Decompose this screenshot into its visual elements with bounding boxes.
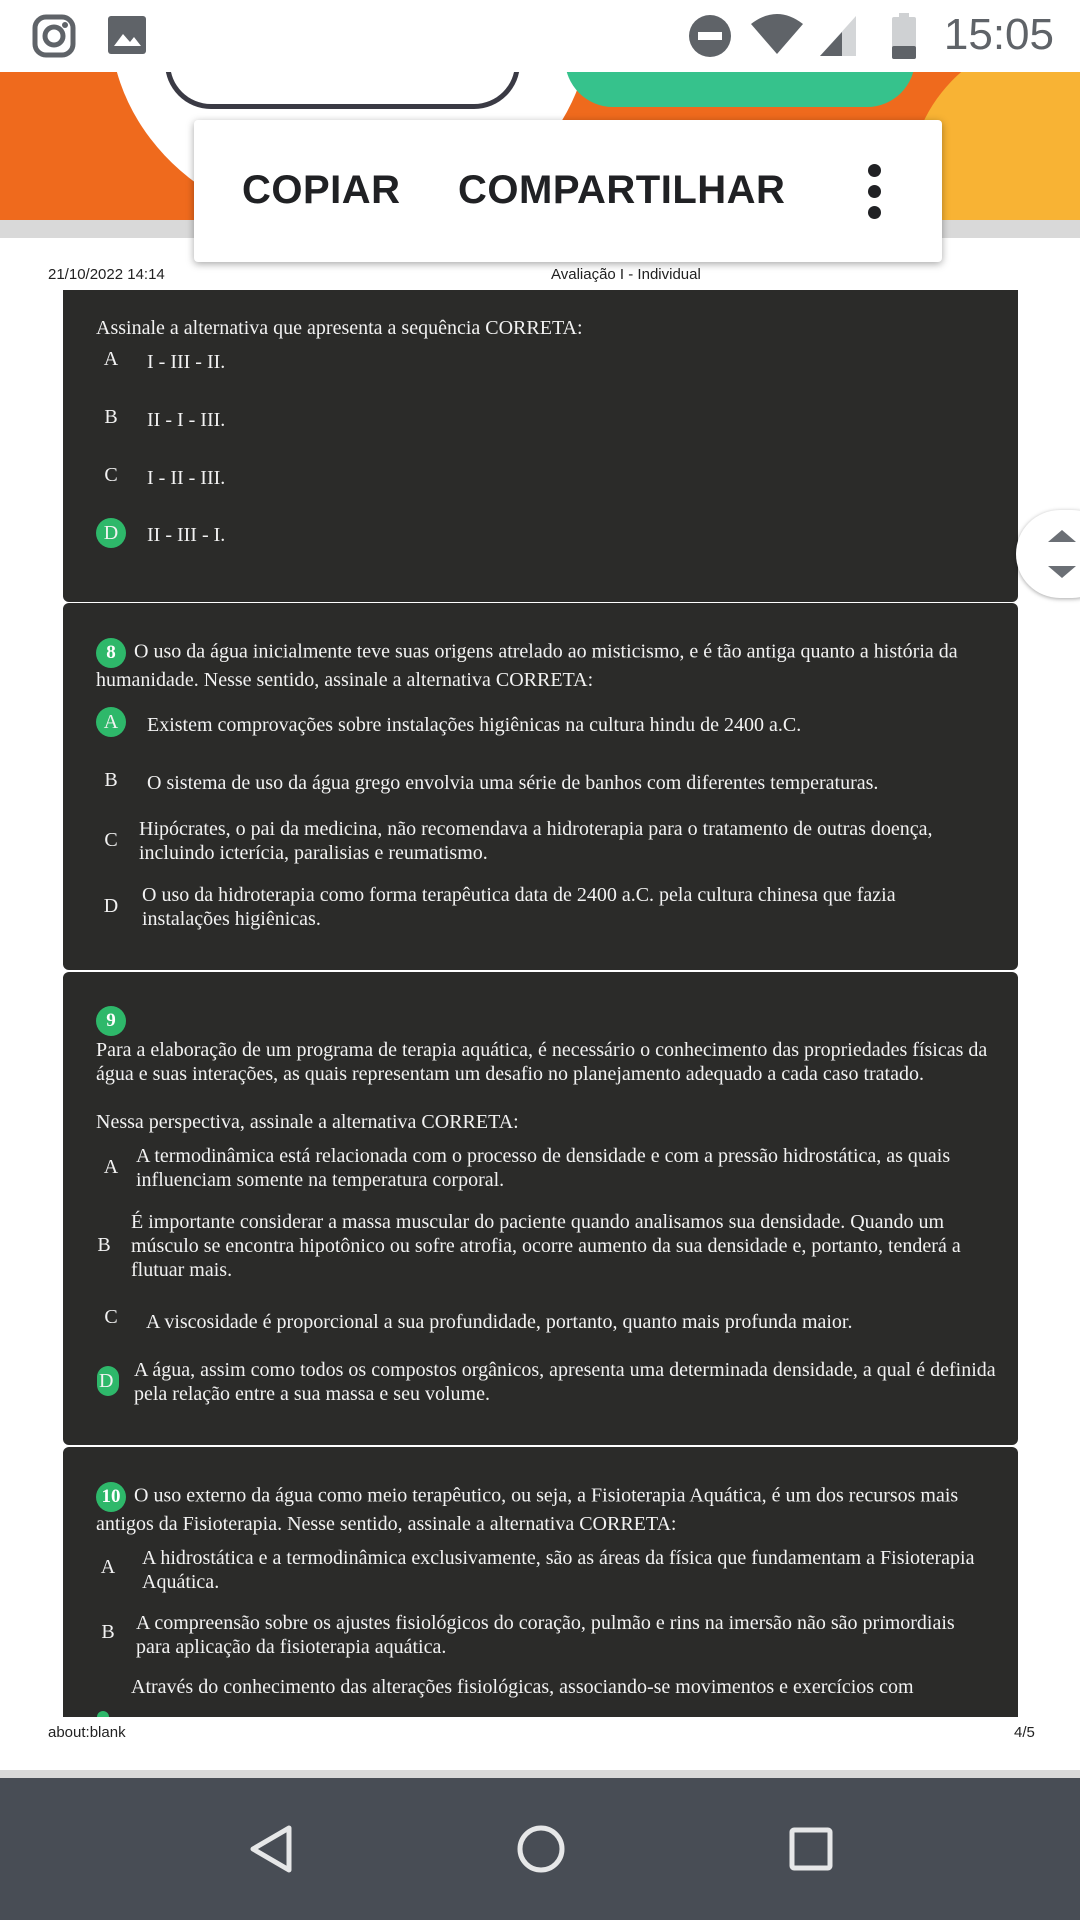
option-text: Existem comprovações sobre instalações higiênicas na cultura hindu de 2400 a.C. [147,714,802,736]
question-prompt [96,1482,991,1536]
option-letter[interactable]: C [104,464,118,486]
option-letter[interactable]: A [100,1556,116,1578]
question-8-panel [63,603,1018,970]
copy-button[interactable]: COPIAR [242,168,401,212]
option-text: II - III - I. [147,524,226,546]
print-page-number: 4/5 [1014,1724,1035,1741]
option-text: É importante considerar a massa muscular do paciente quando analisamos sua densidade. Quando um músculo se encontra hipotônico ou sofre atrofia, ocorre aumento da sua densidade e, portanto, tenderá a flutuar mais. [131,1211,961,1281]
question-text: Para a elaboração de um programa de terapia aquática, é necessário o conhecimento das propriedades físicas da água e suas interações, as quais representam um desafio no planejamento adequado a cada caso tratado. [96,1039,988,1085]
gallery-icon [106,14,148,61]
do-not-disturb-icon [688,14,732,63]
print-title: Avaliação I - Individual [551,266,701,283]
recents-icon[interactable] [788,1826,834,1877]
instagram-icon [32,14,76,63]
print-date: 21/10/2022 14:14 [48,266,165,283]
wifi-icon [750,12,804,61]
question-7-panel [63,290,1018,602]
question-prompt [96,638,991,692]
cell-signal-icon [818,14,858,63]
question-instruction: Nessa perspectiva, assinale a alternativa CORRETA: [96,1111,519,1133]
option-letter[interactable]: D [103,895,119,917]
battery-icon [890,12,918,65]
status-bar [0,0,1080,72]
option-text: A termodinâmica está relacionada com o processo de densidade e com a pressão hidrostática, as quais influenciam somente na temperatura corporal. [136,1145,951,1191]
option-text: O sistema de uso da água grego envolvia uma série de banhos com diferentes temperaturas. [147,772,879,794]
option-letter[interactable]: C [104,829,118,851]
option-letter-selected[interactable]: D [96,518,126,548]
option-letter[interactable]: B [97,1234,111,1256]
fast-scroll-handle[interactable] [1016,510,1080,598]
question-text: O uso da água inicialmente teve suas origens atrelado ao misticismo, e é tão antiga quanto a história da humanidade. Nesse sentido, assinale a alternativa CORRETA: [96,640,958,691]
option-letter[interactable]: C [104,1306,118,1328]
question-prompt: Assinale a alternativa que apresenta a sequência CORRETA: [96,317,583,339]
option-letter[interactable]: A [103,1156,119,1178]
option-text: O uso da hidroterapia como forma terapêutica data de 2400 a.C. pela cultura chinesa que fazia instalações higiênicas. [142,884,896,930]
back-icon[interactable] [248,1824,294,1879]
scroll-arrows-icon [1030,510,1080,598]
share-button[interactable]: COMPARTILHAR [458,168,786,212]
option-letter[interactable]: A [103,348,119,370]
option-letter-selected[interactable] [97,1711,109,1717]
option-text: II - I - III. [147,409,226,431]
option-text: Através do conhecimento das alterações fisiológicas, associando-se movimentos e exercícios com [131,1676,914,1698]
home-icon[interactable] [516,1824,566,1879]
option-text: A compreensão sobre os ajustes fisiológicos do coração, pulmão e rins na imersão não são primordiais para aplicação da fisioterapia aquática. [136,1612,955,1658]
option-text: A viscosidade é proporcional a sua profundidade, portanto, quanto mais profunda maior. [146,1311,853,1333]
question-number-badge: 10 [96,1482,126,1512]
banner-outline-button[interactable] [165,72,520,109]
navigation-bar [0,1778,1080,1920]
option-letter[interactable]: B [104,406,118,428]
option-text: A água, assim como todos os compostos orgânicos, apresenta uma determinada densidade, a qual é definida pela relação entre a sua massa e seu volume. [134,1359,996,1405]
option-text: I - III - II. [147,351,226,373]
option-letter-selected[interactable]: D [97,1366,119,1396]
divider [0,1770,1080,1778]
more-vert-icon[interactable] [862,164,886,220]
option-letter[interactable]: B [104,769,118,791]
text-selection-popup [194,120,942,262]
clock: 15:05 [943,10,1054,59]
question-10-panel [63,1447,1018,1717]
question-text: O uso externo da água como meio terapêutico, ou seja, a Fisioterapia Aquática, é um dos recursos mais antigos da Fisioterapia. Nesse sentido, assinale a alternativa CORRETA: [96,1484,959,1535]
print-url: about:blank [48,1724,126,1741]
option-letter[interactable]: B [101,1621,115,1643]
option-text: I - II - III. [147,467,226,489]
option-text: A hidrostática e a termodinâmica exclusivamente, são as áreas da física que fundamentam a Fisioterapia Aquática. [142,1547,975,1593]
question-number-badge: 8 [96,638,126,668]
option-letter-selected[interactable]: A [96,707,126,737]
question-number-badge: 9 [96,1006,126,1036]
question-9-panel [63,972,1018,1445]
option-text: Hipócrates, o pai da medicina, não recomendava a hidroterapia para o tratamento de outras doença, incluindo icterícia, paralisias e reumatismo. [139,818,933,864]
banner-green-button[interactable] [565,72,915,107]
